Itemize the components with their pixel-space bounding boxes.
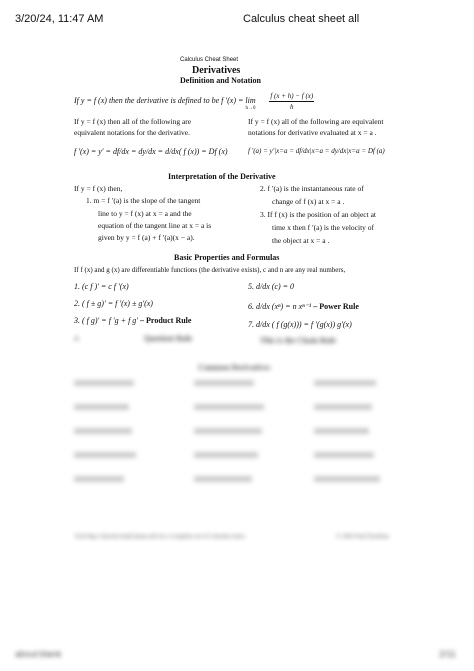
formula-7: 7. d/dx ( f (g(x))) = f ′(g(x)) g′(x) [248, 320, 352, 329]
section-title-common-derivatives: Common Derivatives [198, 363, 271, 372]
formula-7-name: This is the Chain Rule [260, 336, 337, 345]
interpretation-2-line2: change of f (x) at x = a . [272, 197, 345, 206]
formula-3-name: – Product Rule [140, 316, 192, 325]
notation-right-line1: If y = f (x) all of the following are equivalent [248, 117, 384, 126]
sheet-footer-copyright: © 2005 Paul Dawkins [336, 534, 390, 540]
interpretation-1-line2: line to y = f (x) at x = a and the [98, 209, 192, 218]
print-footer-page: 2/11 [439, 649, 456, 659]
lim-subscript: h→0 [245, 106, 256, 112]
formula-5: 5. d/dx (c) = 0 [248, 282, 295, 291]
formula-6 [248, 302, 359, 311]
print-datetime: 3/20/24, 11:47 AM [15, 13, 104, 25]
sheet-footer-note: Visit http://tutorial.math.lamar.edu for a complete set of Calculus notes. [74, 534, 246, 540]
formula-1: 1. (c f )′ = c f ′(x) [74, 282, 129, 291]
interpretation-1-line3: equation of the tangent line at x = a is [98, 221, 212, 230]
sheet-main-title: Derivatives [192, 65, 241, 76]
notation-left-line1: If y = f (x) then all of the following are [74, 117, 192, 126]
print-footer-url: about:blank [15, 649, 62, 659]
interpretation-3-line1: 3. If f (x) is the position of an object at [260, 210, 377, 219]
interpretation-1-line1: 1. m = f ′(a) is the slope of the tangent [86, 196, 201, 205]
formula-3 [74, 316, 191, 325]
formula-6-name: – Power Rule [313, 302, 359, 311]
notation-left-line2: equivalent notations for the derivative. [74, 128, 191, 137]
sheet-small-title: Calculus Cheat Sheet [180, 57, 239, 63]
formula-4 [74, 334, 192, 343]
notation-left-equation: f ′(x) = y′ = df/dx = dy/dx = d/dx( f (x)) = Df (x) [74, 147, 228, 156]
notation-right-line2: notations for derivative evaluated at x = a . [248, 128, 377, 137]
interpretation-2-line1: 2. f ′(a) is the instantaneous rate of [260, 184, 364, 193]
formula-6-expr: 6. d/dx (xⁿ) = n xⁿ⁻¹ [248, 302, 312, 311]
definition-denominator: h [290, 103, 294, 111]
formula-2: 2. ( f ± g)′ = f ′(x) ± g′(x) [74, 299, 153, 308]
definition-prefix: If y = f (x) then the derivative is defined to be f ′(x) = lim [74, 96, 256, 106]
cheat-sheet-page [60, 40, 420, 600]
interpretation-1-line4: given by y = f (a) + f ′(a)(x − a). [98, 233, 195, 242]
interpretation-intro: If y = f (x) then, [74, 184, 123, 193]
common-derivatives-table [74, 380, 414, 500]
formula-4-name: Quotient Rule [144, 334, 193, 343]
properties-intro: If f (x) and g (x) are differentiable functions (the derivative exists), c and n are any real numbers, [74, 266, 346, 274]
interpretation-3-line2: time x then f ′(a) is the velocity of [272, 223, 375, 232]
definition-numerator: f (x + h) − f (x) [270, 92, 314, 100]
section-title-properties: Basic Properties and Formulas [174, 253, 280, 262]
notation-right-equation: f ′(a) = y′|x=a = df/dx|x=a = dy/dx|x=a = Df (a) [248, 147, 385, 155]
definition-fraction [269, 91, 314, 112]
section-title-interpretation: Interpretation of the Derivative [168, 172, 276, 181]
definition-row [74, 91, 314, 112]
formula-4-number: 4. [74, 334, 80, 343]
interpretation-3-line3: the object at x = a . [272, 236, 330, 245]
formula-3-expr: 3. ( f g)′ = f ′g + f g′ [74, 316, 139, 325]
print-page-title: Calculus cheat sheet all [243, 13, 360, 25]
section-title-definition: Definition and Notation [180, 76, 261, 85]
